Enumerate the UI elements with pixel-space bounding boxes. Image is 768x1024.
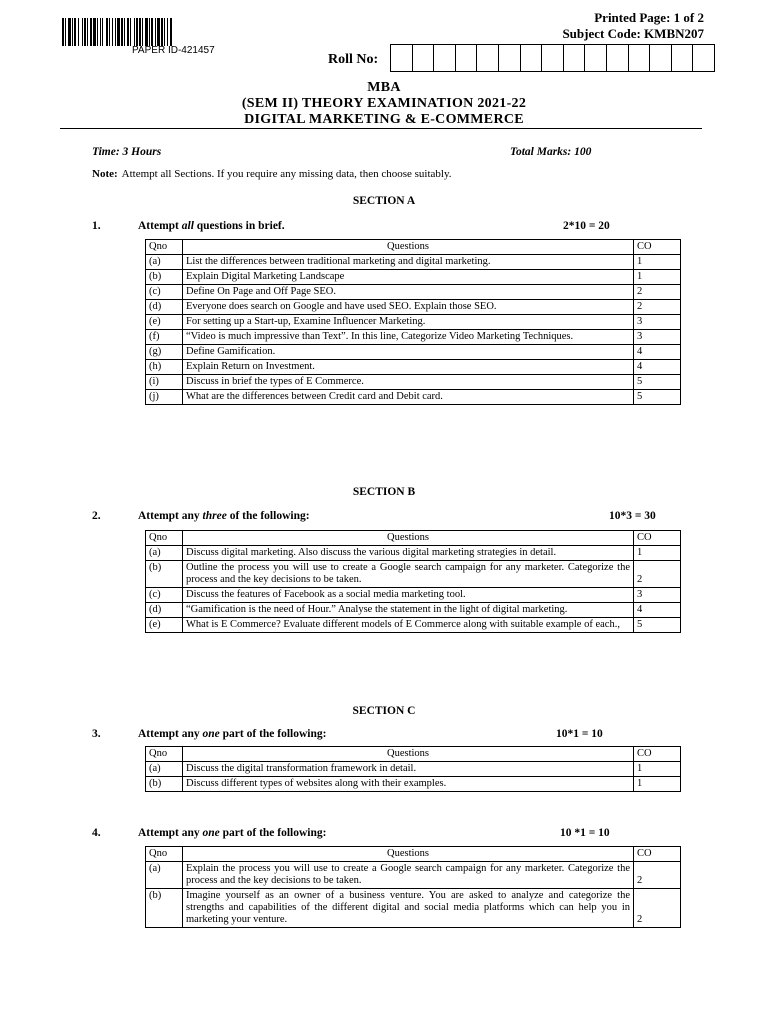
question-number: (c): [146, 285, 183, 300]
table-row: [146, 546, 681, 561]
q4-marks: 10 *1 = 10: [560, 827, 610, 839]
q3-marks: 10*1 = 10: [556, 728, 603, 740]
co-value: 1: [634, 762, 681, 777]
question-number: (f): [146, 330, 183, 345]
question-text: Discuss digital marketing. Also discuss the various digital marketing strategies in detail.: [183, 546, 634, 561]
q2-number: 2.: [92, 510, 101, 522]
question-number: (j): [146, 390, 183, 405]
table-row: [146, 889, 681, 928]
question-number: (e): [146, 315, 183, 330]
table-row: [146, 762, 681, 777]
section-b-table: [145, 530, 681, 633]
co-header: CO: [634, 531, 681, 546]
question-text: List the differences between traditional marketing and digital marketing.: [183, 255, 634, 270]
section-c-title: SECTION C: [352, 705, 416, 717]
section-a-table: [145, 239, 681, 405]
table-row: [146, 300, 681, 315]
question-number: (a): [146, 862, 183, 889]
question-text: For setting up a Start-up, Examine Influencer Marketing.: [183, 315, 634, 330]
questions-header: Questions: [183, 847, 634, 862]
table-row: [146, 603, 681, 618]
question-text: Discuss the features of Facebook as a social media marketing tool.: [183, 588, 634, 603]
note-text: Attempt all Sections. If you require any missing data, then choose suitably.: [121, 168, 452, 180]
table-row: [146, 315, 681, 330]
question-text: Everyone does search on Google and have used SEO. Explain those SEO.: [183, 300, 634, 315]
q4-number: 4.: [92, 827, 101, 839]
paper-id: PAPER ID-421457: [132, 45, 215, 56]
subject-code: Subject Code: KMBN207: [562, 26, 704, 41]
table-header: [146, 240, 681, 255]
q3-table: [145, 746, 681, 792]
barcode: [62, 18, 292, 46]
q3-instruction: Attempt any one part of the following:: [138, 728, 327, 740]
question-text: What is E Commerce? Evaluate different models of E Commerce along with suitable example of each.,: [183, 618, 634, 633]
question-number: (b): [146, 889, 183, 928]
section-b-title: SECTION B: [352, 486, 416, 498]
q4-instruction: Attempt any one part of the following:: [138, 827, 327, 839]
table-row: [146, 375, 681, 390]
co-value: 5: [634, 390, 681, 405]
question-number: (e): [146, 618, 183, 633]
q1-marks: 2*10 = 20: [563, 220, 610, 232]
table-header: [146, 847, 681, 862]
co-value: 1: [634, 270, 681, 285]
co-value: 3: [634, 330, 681, 345]
table-row: [146, 777, 681, 792]
printed-page: Printed Page: 1 of 2: [594, 10, 704, 25]
co-value: 1: [634, 255, 681, 270]
question-text: Define On Page and Off Page SEO.: [183, 285, 634, 300]
questions-header: Questions: [183, 240, 634, 255]
table-row: [146, 561, 681, 588]
co-value: 2: [634, 862, 681, 889]
question-number: (b): [146, 777, 183, 792]
table-row: [146, 862, 681, 889]
q1-instruction: Attempt all questions in brief.: [138, 220, 285, 232]
co-value: 4: [634, 603, 681, 618]
note: [92, 168, 451, 180]
q2-instruction: Attempt any three of the following:: [138, 510, 310, 522]
co-value: 5: [634, 618, 681, 633]
q1-number: 1.: [92, 220, 101, 232]
table-row: [146, 270, 681, 285]
question-text: What are the differences between Credit card and Debit card.: [183, 390, 634, 405]
question-number: (d): [146, 300, 183, 315]
question-number: (a): [146, 546, 183, 561]
table-header: [146, 531, 681, 546]
question-number: (a): [146, 255, 183, 270]
table-row: [146, 588, 681, 603]
co-value: 2: [634, 300, 681, 315]
qno-header: Qno: [146, 531, 183, 546]
question-text: Explain Return on Investment.: [183, 360, 634, 375]
question-text: Explain Digital Marketing Landscape: [183, 270, 634, 285]
co-header: CO: [634, 240, 681, 255]
co-value: 1: [634, 546, 681, 561]
question-number: (g): [146, 345, 183, 360]
qno-header: Qno: [146, 847, 183, 862]
exam-name: (SEM II) THEORY EXAMINATION 2021-22: [241, 96, 527, 111]
question-number: (c): [146, 588, 183, 603]
co-value: 4: [634, 360, 681, 375]
question-text: “Gamification is the need of Hour.” Analyse the statement in the light of digital marketing.: [183, 603, 634, 618]
note-label: Note:: [92, 168, 118, 180]
question-text: Discuss in brief the types of E Commerce.: [183, 375, 634, 390]
question-text: Discuss different types of websites along with their examples.: [183, 777, 634, 792]
subject-name: DIGITAL MARKETING & E-COMMERCE: [244, 112, 524, 127]
table-row: [146, 345, 681, 360]
co-value: 5: [634, 375, 681, 390]
table-row: [146, 285, 681, 300]
q3-number: 3.: [92, 728, 101, 740]
co-value: 4: [634, 345, 681, 360]
question-text: Discuss the digital transformation framework in detail.: [183, 762, 634, 777]
table-row: [146, 360, 681, 375]
table-header: [146, 747, 681, 762]
questions-header: Questions: [183, 531, 634, 546]
qno-header: Qno: [146, 240, 183, 255]
roll-no-label: Roll No:: [328, 52, 379, 67]
co-value: 2: [634, 561, 681, 588]
question-number: (i): [146, 375, 183, 390]
roll-no-boxes: [390, 44, 715, 72]
section-a-title: SECTION A: [352, 195, 416, 207]
question-text: Imagine yourself as an owner of a business venture. You are asked to analyze and categorize the strengths and capabilities of the different digital and social media platforms which can help you in marketing your venture.: [183, 889, 634, 928]
time: Time: 3 Hours: [92, 146, 162, 158]
question-text: “Video is much impressive than Text”. In this line, Categorize Video Marketing Techniques.: [183, 330, 634, 345]
qno-header: Qno: [146, 747, 183, 762]
questions-header: Questions: [183, 747, 634, 762]
question-text: Explain the process you will use to create a Google search campaign for any marketer. Categorize the process and the key decisions to be taken.: [183, 862, 634, 889]
table-row: [146, 255, 681, 270]
question-number: (d): [146, 603, 183, 618]
q2-marks: 10*3 = 30: [609, 510, 656, 522]
question-number: (b): [146, 270, 183, 285]
question-number: (b): [146, 561, 183, 588]
table-row: [146, 390, 681, 405]
co-header: CO: [634, 847, 681, 862]
q4-table: [145, 846, 681, 928]
question-number: (h): [146, 360, 183, 375]
program: MBA: [367, 80, 401, 95]
co-header: CO: [634, 747, 681, 762]
exam-title: [0, 80, 768, 128]
divider: [60, 128, 702, 129]
page-info: [562, 10, 704, 42]
table-row: [146, 618, 681, 633]
co-value: 3: [634, 315, 681, 330]
question-number: (a): [146, 762, 183, 777]
co-value: 1: [634, 777, 681, 792]
table-row: [146, 330, 681, 345]
question-text: Outline the process you will use to create a Google search campaign for any marketer. Categorize the process and the key decisions to be taken.: [183, 561, 634, 588]
total-marks: Total Marks: 100: [510, 146, 592, 158]
question-text: Define Gamification.: [183, 345, 634, 360]
co-value: 2: [634, 889, 681, 928]
co-value: 2: [634, 285, 681, 300]
co-value: 3: [634, 588, 681, 603]
